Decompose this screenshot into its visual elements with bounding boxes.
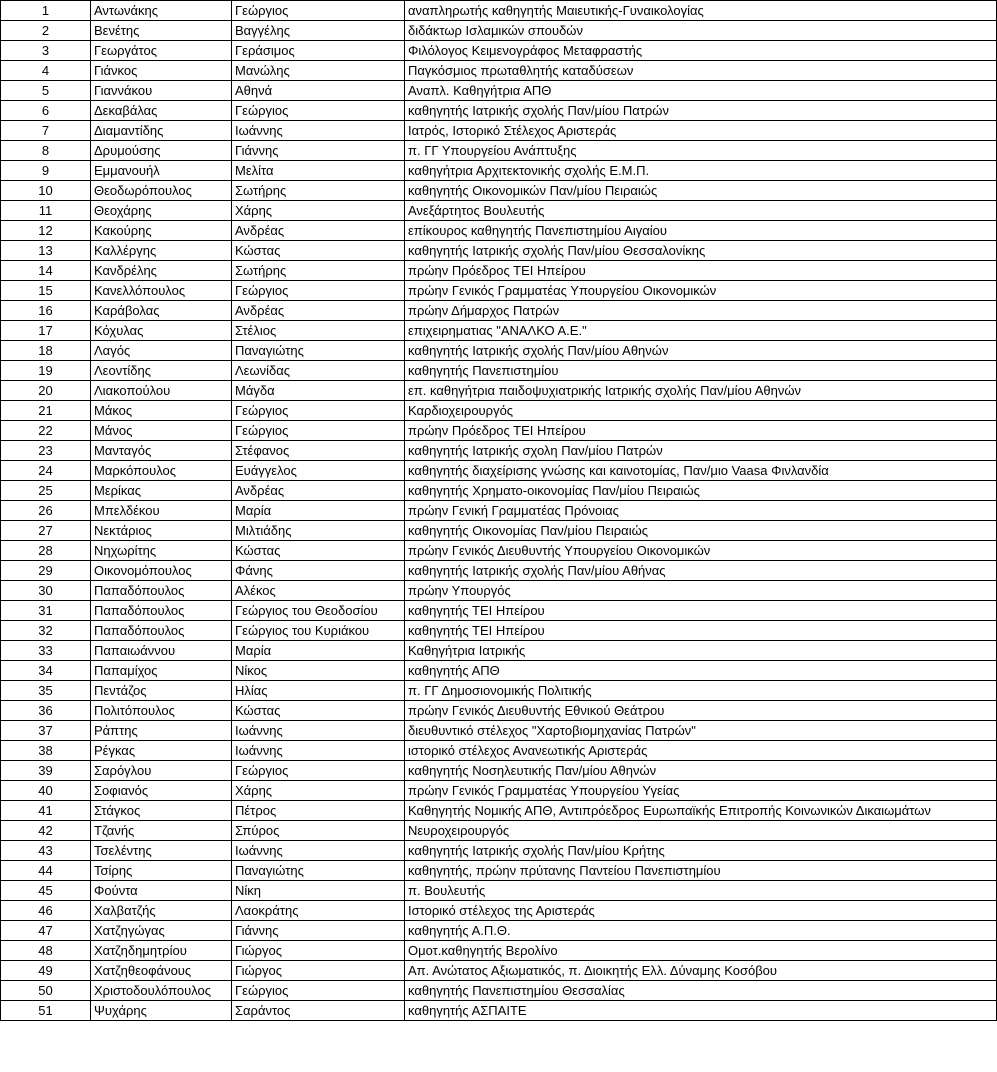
first-name-cell[interactable]: Λεωνίδας	[232, 361, 405, 381]
first-name-cell[interactable]: Γεώργιος	[232, 421, 405, 441]
row-number-cell[interactable]: 14	[1, 261, 91, 281]
description-cell[interactable]: καθηγητής Ιατρικής σχολη Παν/μίου Πατρών	[405, 441, 997, 461]
first-name-cell[interactable]: Μάγδα	[232, 381, 405, 401]
first-name-cell[interactable]: Μιλτιάδης	[232, 521, 405, 541]
description-cell[interactable]: καθηγητής Ιατρικής σχολής Παν/μίου Θεσσαλονίκης	[405, 241, 997, 261]
description-cell[interactable]: καθηγητής Οικονομίας Παν/μίου Πειραιώς	[405, 521, 997, 541]
last-name-cell[interactable]: Παπαιωάννου	[91, 641, 232, 661]
description-cell[interactable]: Καθηγήτρια Ιατρικής	[405, 641, 997, 661]
description-cell[interactable]: καθηγητής Ιατρικής σχολής Παν/μίου Κρήτης	[405, 841, 997, 861]
description-cell[interactable]: ιστορικό στέλεχος Ανανεωτικής Αριστεράς	[405, 741, 997, 761]
last-name-cell[interactable]: Κανδρέλης	[91, 261, 232, 281]
description-cell[interactable]: καθηγητής ΤΕΙ Ηπείρου	[405, 621, 997, 641]
description-cell[interactable]: Ιστορικό στέλεχος της Αριστεράς	[405, 901, 997, 921]
table-row	[1, 261, 997, 281]
table-body	[1, 1, 997, 1021]
table-row	[1, 301, 997, 321]
table-row	[1, 61, 997, 81]
first-name-cell[interactable]: Γιάννης	[232, 921, 405, 941]
row-number-cell[interactable]: 40	[1, 781, 91, 801]
last-name-cell[interactable]: Κανελλόπουλος	[91, 281, 232, 301]
last-name-cell[interactable]: Λεοντίδης	[91, 361, 232, 381]
table-row	[1, 821, 997, 841]
first-name-cell[interactable]: Πέτρος	[232, 801, 405, 821]
row-number-cell[interactable]: 48	[1, 941, 91, 961]
first-name-cell[interactable]: Χάρης	[232, 201, 405, 221]
description-cell[interactable]: καθηγητής Νοσηλευτικής Παν/μίου Αθηνών	[405, 761, 997, 781]
table-row	[1, 901, 997, 921]
last-name-cell[interactable]: Παπαμίχος	[91, 661, 232, 681]
first-name-cell[interactable]: Σαράντος	[232, 1001, 405, 1021]
table-row	[1, 661, 997, 681]
table-row	[1, 21, 997, 41]
row-number-cell[interactable]: 41	[1, 801, 91, 821]
table-row	[1, 341, 997, 361]
first-name-cell[interactable]: Γεώργιος	[232, 281, 405, 301]
description-cell[interactable]: Καθηγητής Νομικής ΑΠΘ, Αντιπρόεδρος Ευρωπαϊκής Επιτροπής Κοινωνικών Δικαιωμάτων	[405, 801, 997, 821]
first-name-cell[interactable]: Γεώργιος	[232, 401, 405, 421]
last-name-cell[interactable]: Στάγκος	[91, 801, 232, 821]
row-number-cell[interactable]: 51	[1, 1001, 91, 1021]
row-number-cell[interactable]: 13	[1, 241, 91, 261]
last-name-cell[interactable]: Μπελδέκου	[91, 501, 232, 521]
table-row	[1, 701, 997, 721]
first-name-cell[interactable]: Σπύρος	[232, 821, 405, 841]
table-row	[1, 161, 997, 181]
first-name-cell[interactable]: Ευάγγελος	[232, 461, 405, 481]
table-row	[1, 141, 997, 161]
row-number-cell[interactable]: 32	[1, 621, 91, 641]
row-number-cell[interactable]: 20	[1, 381, 91, 401]
first-name-cell[interactable]: Μαρία	[232, 641, 405, 661]
last-name-cell[interactable]: Μερίκας	[91, 481, 232, 501]
first-name-cell[interactable]: Κώστας	[232, 241, 405, 261]
last-name-cell[interactable]: Γιαννάκου	[91, 81, 232, 101]
first-name-cell[interactable]: Γεώργιος του Θεοδοσίου	[232, 601, 405, 621]
row-number-cell[interactable]: 1	[1, 1, 91, 21]
row-number-cell[interactable]: 16	[1, 301, 91, 321]
first-name-cell[interactable]: Γεώργιος του Κυριάκου	[232, 621, 405, 641]
row-number-cell[interactable]: 18	[1, 341, 91, 361]
table-row	[1, 441, 997, 461]
last-name-cell[interactable]: Χατζηθεοφάνους	[91, 961, 232, 981]
first-name-cell[interactable]: Ηλίας	[232, 681, 405, 701]
description-cell[interactable]: καθηγητής Ιατρικής σχολής Παν/μίου Αθήνας	[405, 561, 997, 581]
description-cell[interactable]: καθηγήτρια Αρχιτεκτονικής σχολής Ε.Μ.Π.	[405, 161, 997, 181]
table-row	[1, 921, 997, 941]
table-row	[1, 761, 997, 781]
description-cell[interactable]: πρώην Υπουργός	[405, 581, 997, 601]
last-name-cell[interactable]: Ψυχάρης	[91, 1001, 232, 1021]
description-cell[interactable]: επιχειρηματιας "ΑΝΑΛΚΟ Α.Ε."	[405, 321, 997, 341]
table-row	[1, 101, 997, 121]
first-name-cell[interactable]: Νίκη	[232, 881, 405, 901]
description-cell[interactable]: πρώην Πρόεδρος ΤΕΙ Ηπείρου	[405, 261, 997, 281]
description-cell[interactable]: καθηγητής Ιατρικής σχολής Παν/μίου Αθηνών	[405, 341, 997, 361]
table-row	[1, 541, 997, 561]
table-row	[1, 201, 997, 221]
row-number-cell[interactable]: 42	[1, 821, 91, 841]
row-number-cell[interactable]: 26	[1, 501, 91, 521]
row-number-cell[interactable]: 8	[1, 141, 91, 161]
first-name-cell[interactable]: Κώστας	[232, 701, 405, 721]
last-name-cell[interactable]: Παπαδόπουλος	[91, 621, 232, 641]
table-row	[1, 181, 997, 201]
row-number-cell[interactable]: 6	[1, 101, 91, 121]
last-name-cell[interactable]: Μαρκόπουλος	[91, 461, 232, 481]
description-cell[interactable]: Ομοτ.καθηγητής Βερολίνο	[405, 941, 997, 961]
table-row	[1, 581, 997, 601]
first-name-cell[interactable]: Γεώργιος	[232, 761, 405, 781]
table-row	[1, 461, 997, 481]
table-row	[1, 641, 997, 661]
description-cell[interactable]: επ. καθηγήτρια παιδοψυχιατρικής Ιατρικής σχολής Παν/μίου Αθηνών	[405, 381, 997, 401]
first-name-cell[interactable]: Κώστας	[232, 541, 405, 561]
last-name-cell[interactable]: Δεκαβάλας	[91, 101, 232, 121]
table-row	[1, 561, 997, 581]
description-cell[interactable]: καθηγητής διαχείρισης γνώσης και καινοτομίας, Παν/μιο Vaasa Φινλανδία	[405, 461, 997, 481]
row-number-cell[interactable]: 37	[1, 721, 91, 741]
table-row	[1, 281, 997, 301]
row-number-cell[interactable]: 10	[1, 181, 91, 201]
description-cell[interactable]: Φιλόλογος Κειμενογράφος Μεταφραστής	[405, 41, 997, 61]
description-cell[interactable]: Νευροχειρουργός	[405, 821, 997, 841]
last-name-cell[interactable]: Γεωργάτος	[91, 41, 232, 61]
first-name-cell[interactable]: Ιωάννης	[232, 841, 405, 861]
table-row	[1, 501, 997, 521]
description-cell[interactable]: Απ. Ανώτατος Αξιωματικός, π. Διοικητής Ελλ. Δύναμης Κοσόβου	[405, 961, 997, 981]
description-cell[interactable]: καθηγητής ΤΕΙ Ηπείρου	[405, 601, 997, 621]
table-row	[1, 601, 997, 621]
description-cell[interactable]: Ανεξάρτητος Βουλευτής	[405, 201, 997, 221]
first-name-cell[interactable]: Ανδρέας	[232, 481, 405, 501]
last-name-cell[interactable]: Οικονομόπουλος	[91, 561, 232, 581]
row-number-cell[interactable]: 19	[1, 361, 91, 381]
last-name-cell[interactable]: Θεοχάρης	[91, 201, 232, 221]
description-cell[interactable]: καθηγητής, πρώην πρύτανης Παντείου Πανεπιστημίου	[405, 861, 997, 881]
last-name-cell[interactable]: Χαλβατζής	[91, 901, 232, 921]
row-number-cell[interactable]: 28	[1, 541, 91, 561]
first-name-cell[interactable]: Γιώργος	[232, 961, 405, 981]
first-name-cell[interactable]: Στέφανος	[232, 441, 405, 461]
row-number-cell[interactable]: 50	[1, 981, 91, 1001]
description-cell[interactable]: Καρδιοχειρουργός	[405, 401, 997, 421]
row-number-cell[interactable]: 9	[1, 161, 91, 181]
description-cell[interactable]: καθηγητής Ιατρικής σχολής Παν/μίου Πατρών	[405, 101, 997, 121]
table-row	[1, 221, 997, 241]
first-name-cell[interactable]: Γιάννης	[232, 141, 405, 161]
first-name-cell[interactable]: Ανδρέας	[232, 301, 405, 321]
first-name-cell[interactable]: Νίκος	[232, 661, 405, 681]
row-number-cell[interactable]: 15	[1, 281, 91, 301]
description-cell[interactable]: καθηγητής Πανεπιστημίου Θεσσαλίας	[405, 981, 997, 1001]
description-cell[interactable]: π. ΓΓ Υπουργείου Ανάπτυξης	[405, 141, 997, 161]
table-row	[1, 361, 997, 381]
row-number-cell[interactable]: 5	[1, 81, 91, 101]
row-number-cell[interactable]: 23	[1, 441, 91, 461]
row-number-cell[interactable]: 27	[1, 521, 91, 541]
last-name-cell[interactable]: Μανταγός	[91, 441, 232, 461]
table-row	[1, 841, 997, 861]
first-name-cell[interactable]: Στέλιος	[232, 321, 405, 341]
row-number-cell[interactable]: 11	[1, 201, 91, 221]
last-name-cell[interactable]: Εμμανουήλ	[91, 161, 232, 181]
row-number-cell[interactable]: 7	[1, 121, 91, 141]
first-name-cell[interactable]: Γεώργιος	[232, 981, 405, 1001]
description-cell[interactable]: πρώην Γενικός Διευθυντής Υπουργείου Οικονομικών	[405, 541, 997, 561]
row-number-cell[interactable]: 47	[1, 921, 91, 941]
first-name-cell[interactable]: Ανδρέας	[232, 221, 405, 241]
last-name-cell[interactable]: Ρέγκας	[91, 741, 232, 761]
last-name-cell[interactable]: Διαμαντίδης	[91, 121, 232, 141]
row-number-cell[interactable]: 22	[1, 421, 91, 441]
first-name-cell[interactable]: Παναγιώτης	[232, 861, 405, 881]
table-row	[1, 741, 997, 761]
last-name-cell[interactable]: Τσίρης	[91, 861, 232, 881]
table-row	[1, 521, 997, 541]
first-name-cell[interactable]: Φάνης	[232, 561, 405, 581]
row-number-cell[interactable]: 43	[1, 841, 91, 861]
description-cell[interactable]: καθηγητής Χρηματο-οικονομίας Παν/μίου Πειραιώς	[405, 481, 997, 501]
last-name-cell[interactable]: Λιακοπούλου	[91, 381, 232, 401]
table-row	[1, 681, 997, 701]
row-number-cell[interactable]: 33	[1, 641, 91, 661]
row-number-cell[interactable]: 36	[1, 701, 91, 721]
description-cell[interactable]: π. ΓΓ Δημοσιονομικής Πολιτικής	[405, 681, 997, 701]
description-cell[interactable]: πρώην Γενικός Γραμματέας Υπουργείου Υγείας	[405, 781, 997, 801]
row-number-cell[interactable]: 2	[1, 21, 91, 41]
row-number-cell[interactable]: 34	[1, 661, 91, 681]
row-number-cell[interactable]: 49	[1, 961, 91, 981]
table-row	[1, 381, 997, 401]
table-row	[1, 121, 997, 141]
table-row	[1, 621, 997, 641]
row-number-cell[interactable]: 25	[1, 481, 91, 501]
first-name-cell[interactable]: Γιώργος	[232, 941, 405, 961]
last-name-cell[interactable]: Τζανής	[91, 821, 232, 841]
last-name-cell[interactable]: Λαγός	[91, 341, 232, 361]
first-name-cell[interactable]: Αλέκος	[232, 581, 405, 601]
first-name-cell[interactable]: Μαρία	[232, 501, 405, 521]
last-name-cell[interactable]: Κόχυλας	[91, 321, 232, 341]
last-name-cell[interactable]: Καράβολας	[91, 301, 232, 321]
first-name-cell[interactable]: Ιωάννης	[232, 721, 405, 741]
last-name-cell[interactable]: Βενέτης	[91, 21, 232, 41]
row-number-cell[interactable]: 12	[1, 221, 91, 241]
table-row	[1, 321, 997, 341]
description-cell[interactable]: π. Βουλευτής	[405, 881, 997, 901]
last-name-cell[interactable]: Τσελέντης	[91, 841, 232, 861]
first-name-cell[interactable]: Γεώργιος	[232, 1, 405, 21]
table-row	[1, 401, 997, 421]
table-row	[1, 241, 997, 261]
row-number-cell[interactable]: 44	[1, 861, 91, 881]
table-row	[1, 81, 997, 101]
description-cell[interactable]: πρώην Γενική Γραμματέας Πρόνοιας	[405, 501, 997, 521]
first-name-cell[interactable]: Λαοκράτης	[232, 901, 405, 921]
row-number-cell[interactable]: 30	[1, 581, 91, 601]
first-name-cell[interactable]: Ιωάννης	[232, 121, 405, 141]
first-name-cell[interactable]: Παναγιώτης	[232, 341, 405, 361]
description-cell[interactable]: πρώην Δήμαρχος Πατρών	[405, 301, 997, 321]
row-number-cell[interactable]: 46	[1, 901, 91, 921]
description-cell[interactable]: καθηγητής Πανεπιστημίου	[405, 361, 997, 381]
row-number-cell[interactable]: 3	[1, 41, 91, 61]
first-name-cell[interactable]: Αθηνά	[232, 81, 405, 101]
last-name-cell[interactable]: Παπαδόπουλος	[91, 601, 232, 621]
last-name-cell[interactable]: Πεντάζος	[91, 681, 232, 701]
table-row	[1, 941, 997, 961]
last-name-cell[interactable]: Μάκος	[91, 401, 232, 421]
row-number-cell[interactable]: 39	[1, 761, 91, 781]
table-row	[1, 481, 997, 501]
last-name-cell[interactable]: Αντωνάκης	[91, 1, 232, 21]
last-name-cell[interactable]: Πολιτόπουλος	[91, 701, 232, 721]
description-cell[interactable]: καθηγητής Οικονομικών Παν/μίου Πειραιώς	[405, 181, 997, 201]
description-cell[interactable]: αναπληρωτής καθηγητής Μαιευτικής-Γυναικολογίας	[405, 1, 997, 21]
description-cell[interactable]: πρώην Γενικός Διευθυντής Εθνικού Θεάτρου	[405, 701, 997, 721]
row-number-cell[interactable]: 17	[1, 321, 91, 341]
description-cell[interactable]: καθηγητής Α.Π.Θ.	[405, 921, 997, 941]
table-row	[1, 41, 997, 61]
row-number-cell[interactable]: 35	[1, 681, 91, 701]
last-name-cell[interactable]: Σοφιανός	[91, 781, 232, 801]
description-cell[interactable]: καθηγητής ΑΣΠΑΙΤΕ	[405, 1001, 997, 1021]
table-row	[1, 881, 997, 901]
last-name-cell[interactable]: Μάνος	[91, 421, 232, 441]
last-name-cell[interactable]: Παπαδόπουλος	[91, 581, 232, 601]
table-row	[1, 801, 997, 821]
row-number-cell[interactable]: 31	[1, 601, 91, 621]
table-row	[1, 421, 997, 441]
first-name-cell[interactable]: Μελίτα	[232, 161, 405, 181]
table-row	[1, 1001, 997, 1021]
table-row	[1, 961, 997, 981]
description-cell[interactable]: Αναπλ. Καθηγήτρια ΑΠΘ	[405, 81, 997, 101]
first-name-cell[interactable]: Μανώλης	[232, 61, 405, 81]
first-name-cell[interactable]: Σωτήρης	[232, 181, 405, 201]
last-name-cell[interactable]: Ράπτης	[91, 721, 232, 741]
last-name-cell[interactable]: Χατζηγώγας	[91, 921, 232, 941]
table-row	[1, 721, 997, 741]
table-row	[1, 861, 997, 881]
description-cell[interactable]: πρώην Πρόεδρος ΤΕΙ Ηπείρου	[405, 421, 997, 441]
last-name-cell[interactable]: Καλλέργης	[91, 241, 232, 261]
last-name-cell[interactable]: Θεοδωρόπουλος	[91, 181, 232, 201]
last-name-cell[interactable]: Σαρόγλου	[91, 761, 232, 781]
description-cell[interactable]: καθηγητής ΑΠΘ	[405, 661, 997, 681]
last-name-cell[interactable]: Νηχωρίτης	[91, 541, 232, 561]
table-row	[1, 781, 997, 801]
first-name-cell[interactable]: Σωτήρης	[232, 261, 405, 281]
last-name-cell[interactable]: Γιάνκος	[91, 61, 232, 81]
last-name-cell[interactable]: Χριστοδουλόπουλος	[91, 981, 232, 1001]
last-name-cell[interactable]: Φούντα	[91, 881, 232, 901]
row-number-cell[interactable]: 21	[1, 401, 91, 421]
description-cell[interactable]: επίκουρος καθηγητής Πανεπιστημίου Αιγαίου	[405, 221, 997, 241]
first-name-cell[interactable]: Γεώργιος	[232, 101, 405, 121]
last-name-cell[interactable]: Χατζηδημητρίου	[91, 941, 232, 961]
description-cell[interactable]: διδάκτωρ Ισλαμικών σπουδών	[405, 21, 997, 41]
description-cell[interactable]: Παγκόσμιος πρωταθλητής καταδύσεων	[405, 61, 997, 81]
last-name-cell[interactable]: Νεκτάριος	[91, 521, 232, 541]
first-name-cell[interactable]: Γεράσιμος	[232, 41, 405, 61]
row-number-cell[interactable]: 24	[1, 461, 91, 481]
first-name-cell[interactable]: Χάρης	[232, 781, 405, 801]
table-row	[1, 1, 997, 21]
row-number-cell[interactable]: 45	[1, 881, 91, 901]
last-name-cell[interactable]: Κακούρης	[91, 221, 232, 241]
description-cell[interactable]: Ιατρός, Ιστορικό Στέλεχος Αριστεράς	[405, 121, 997, 141]
row-number-cell[interactable]: 29	[1, 561, 91, 581]
first-name-cell[interactable]: Βαγγέλης	[232, 21, 405, 41]
row-number-cell[interactable]: 38	[1, 741, 91, 761]
description-cell[interactable]: διευθυντικό στέλεχος "Χαρτοβιομηχανίας Πατρών"	[405, 721, 997, 741]
description-cell[interactable]: πρώην Γενικός Γραμματέας Υπουργείου Οικονομικών	[405, 281, 997, 301]
table-row	[1, 981, 997, 1001]
row-number-cell[interactable]: 4	[1, 61, 91, 81]
last-name-cell[interactable]: Δρυμούσης	[91, 141, 232, 161]
first-name-cell[interactable]: Ιωάννης	[232, 741, 405, 761]
